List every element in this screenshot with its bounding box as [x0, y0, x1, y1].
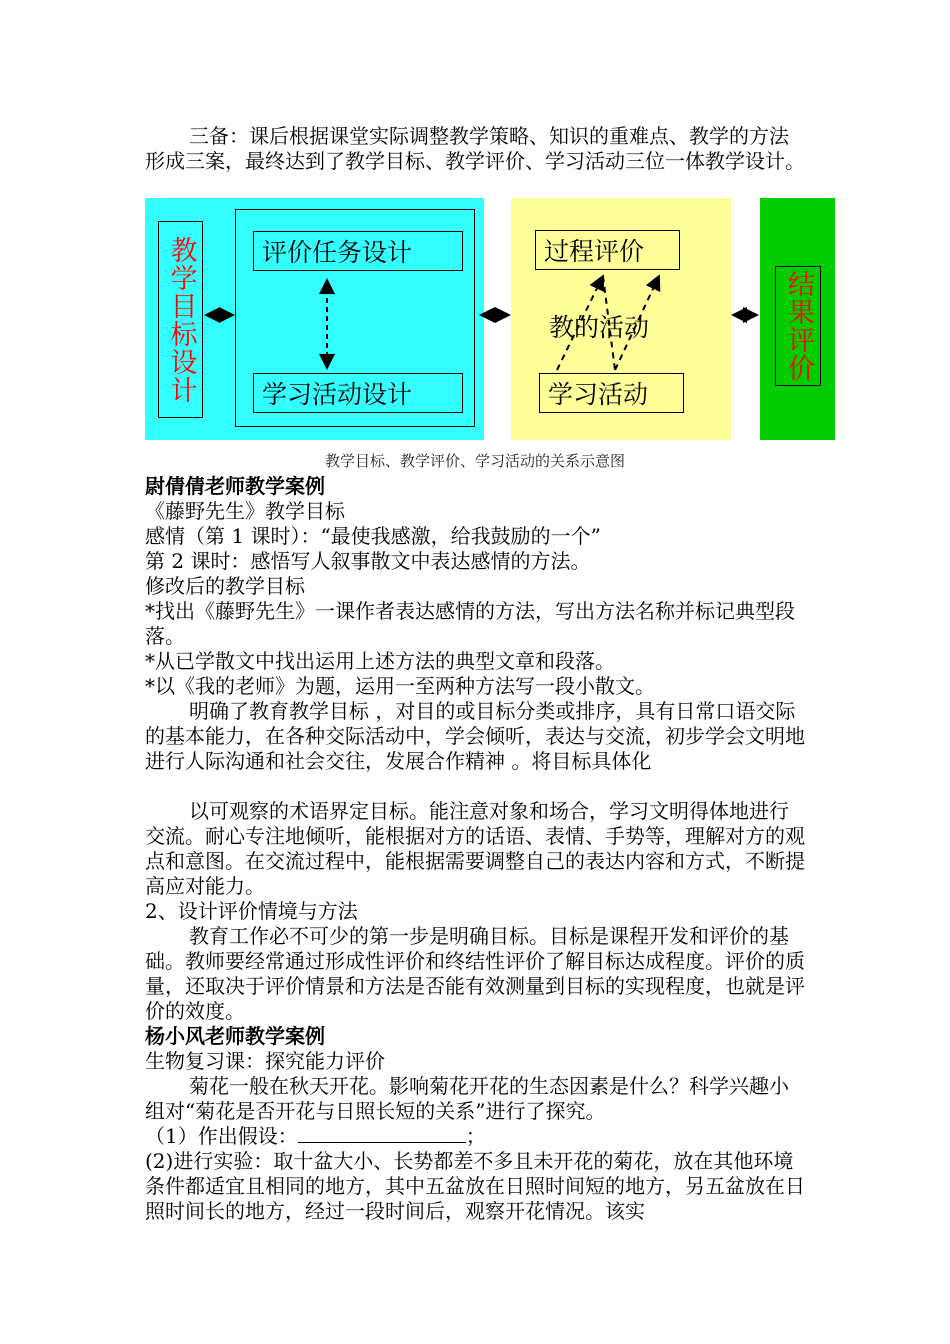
case2-heading: 杨小风老师教学案例	[145, 1024, 325, 1048]
teaching-activity-label: 教的活动	[549, 313, 650, 342]
process-eval-box: 过程评价	[535, 230, 680, 270]
case1-paragraph2: 以可观察的术语界定目标。能注意对象和场合，学习文明得体地进行交流。耐心专注地倾听，能根据对方的话语、表情、手势等，理解对方的观点和意图。在交流过程中，能根据需要调整自己的表达内容和方式，不断提高应对能力。	[145, 799, 805, 898]
intro-paragraph: 三备：课后根据课堂实际调整教学策略、知识的重难点、教学的方法形成三案，最终达到了教学目标、教学评价、学习活动三位一体教学设计。	[145, 124, 805, 173]
learning-activity-design-box: 学习活动设计	[253, 373, 463, 413]
learning-activity-box: 学习活动	[539, 373, 684, 413]
relationship-diagram	[145, 198, 835, 440]
diagram-arrows	[145, 198, 835, 440]
case2-question2: (2)进行实验：取十盆大小、长势都差不多且未开花的菊花，放在其他环境条件都适宜且相同的地方，其中五盆放在日照时间短的地方，另五盆放在日照时间长的地方，经过一段时间后，观察开花情况。该实	[145, 1149, 805, 1223]
case1-bullet3: *以《我的老师》为题，运用一至两种方法写一段小散文。	[145, 674, 655, 698]
answer-blank[interactable]	[298, 1124, 466, 1143]
case1-line1: 《藤野先生》教学目标	[145, 499, 345, 523]
arrow-dash-3	[615, 276, 659, 370]
case2-line1: 生物复习课：探究能力评价	[145, 1049, 385, 1073]
result-eval-box: 结果评价	[775, 266, 821, 386]
case1-section2: 2、设计评价情境与方法	[145, 899, 358, 923]
case2-question1	[145, 1124, 805, 1149]
case1-line2: 感情（第 1 课时）：“最使我感激，给我鼓励的一个”	[145, 524, 601, 548]
case1-heading: 尉倩倩老师教学案例	[145, 474, 325, 498]
case2-question1-prefix: （1）作出假设：	[145, 1124, 298, 1148]
case1-paragraph1: 明确了教育教学目标 ，对目的或目标分类或排序，具有日常口语交际的基本能力，在各种交际活动中，学会倾听，表达与交流，初步学会文明地进行人际沟通和社会交往，发展合作精神 。将目标具体化	[145, 699, 805, 773]
goal-design-box: 教学目标设计	[158, 221, 203, 418]
case2-question1-suffix: ；	[465, 1124, 486, 1148]
arrow-dash-2	[603, 276, 615, 370]
case1-bullet1: *找出《藤野先生》一课作者表达感情的方法，写出方法名称并标记典型段落。	[145, 599, 795, 648]
diagram-caption: 教学目标、教学评价、学习活动的关系示意图	[324, 452, 625, 470]
case1-line4: 修改后的教学目标	[145, 574, 305, 598]
case2-paragraph1: 菊花一般在秋天开花。影响菊花开花的生态因素是什么？科学兴趣小组对“菊花是否开花与日照长短的关系”进行了探究。	[145, 1074, 789, 1123]
case1-bullet2: *从已学散文中找出运用上述方法的典型文章和段落。	[145, 649, 615, 673]
arrow-dash-1	[557, 276, 603, 370]
case1-line3: 第 2 课时：感悟写人叙事散文中表达感情的方法。	[145, 549, 591, 573]
case1-paragraph3: 教育工作必不可少的第一步是明确目标。目标是课程开发和评价的基础。教师要经常通过形成性评价和终结性评价了解目标达成程度。评价的质量，还取决于评价情景和方法是否能有效测量到目标的实现程度，也就是评价的效度。	[145, 924, 805, 1023]
eval-task-design-box: 评价任务设计	[253, 231, 463, 271]
